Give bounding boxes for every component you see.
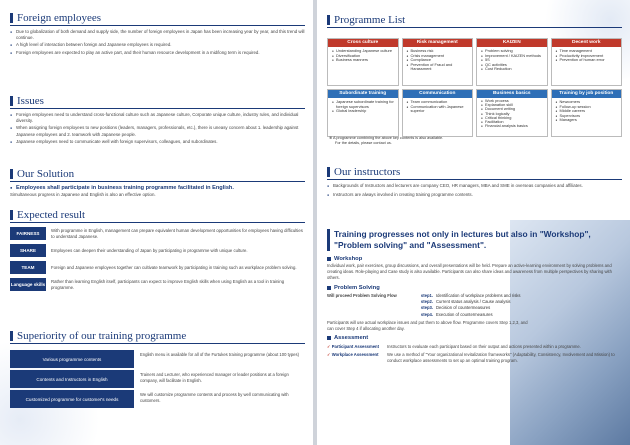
programme-note bbox=[329, 136, 443, 146]
programme-cell bbox=[476, 38, 548, 86]
superiority-label: Various programme contents bbox=[10, 350, 134, 368]
superiority-text: English menu is available for all of the Furtukes training programme (about 100 types) bbox=[140, 352, 299, 357]
cell-item: ● Global leadership bbox=[332, 109, 396, 114]
solution-sub: Simultaneous progress in Japanese and English is also an effective option. bbox=[10, 192, 156, 197]
section-heading: Programme List bbox=[327, 14, 622, 28]
check-icon: ✓ bbox=[327, 352, 331, 358]
cell-item: ● Supervisors bbox=[556, 114, 620, 119]
solution-section bbox=[10, 168, 305, 197]
section-heading: Foreign employees bbox=[10, 12, 305, 26]
cell-item: ● Work process bbox=[481, 99, 545, 103]
problem-steps bbox=[415, 293, 521, 318]
superiority-label: Customized programme for customer's needs bbox=[10, 390, 134, 408]
cell-item: ● Business risk bbox=[407, 49, 471, 54]
cell-head: Communication bbox=[403, 90, 473, 98]
superiority-row bbox=[10, 350, 305, 368]
cell-head: Cross culture bbox=[328, 39, 398, 47]
solution-main: ● Employees shall participate in business training programme facilitated in English. bbox=[10, 185, 305, 191]
cell-head: Business basics bbox=[477, 90, 547, 98]
cell-item: ● Follow-up session bbox=[556, 105, 620, 110]
cell-item: ● Cost Reduction bbox=[481, 67, 545, 72]
superiority-row bbox=[10, 370, 305, 388]
bullet: ● Due to globalization of both demand and supply side, the number of foreign employees in Japan has been increasing year by year, and this trend will continue. bbox=[10, 29, 305, 41]
expected-label: Language skills bbox=[10, 278, 46, 291]
note-line: ※ A programme combining the above key contents is also available. bbox=[329, 136, 444, 140]
expected-label: SHARE bbox=[10, 244, 46, 257]
cell-item: ● Document writing bbox=[481, 107, 545, 111]
cell-item: ● Understanding Japanese culture bbox=[332, 49, 396, 54]
step-row: step4. Execution of countermeasures bbox=[420, 311, 493, 317]
cell-item: ● Diversification bbox=[332, 54, 396, 59]
bullet: ● Foreign employees need to understand cross-functional culture such as Japanese culture, Corporate unique culture, industry rules, and individual diversity. bbox=[10, 112, 305, 124]
cell-head: Subordinate training bbox=[328, 90, 398, 98]
cell-item: ● Critical thinking bbox=[481, 116, 545, 120]
cell-item: ● Middle careers bbox=[556, 109, 620, 114]
progress-heading bbox=[327, 229, 622, 251]
bullet: ● Japanese employees need to communicate well with foreign supervisors, colleagues, and subordinates. bbox=[10, 139, 305, 145]
cell-item: ● Think logically bbox=[481, 112, 545, 116]
bullet: ● Backgrounds of Instructors and lecturers are company CEO, HR managers, MBA and SME in overseas companies and affiliates. bbox=[327, 183, 622, 189]
cell-item: ● Financial analysis basics bbox=[481, 124, 545, 128]
check-icon: ✓ bbox=[327, 343, 331, 349]
cell-item: ● Newcomers bbox=[556, 100, 620, 105]
expected-label: TEAM bbox=[10, 261, 46, 274]
cell-head: Training by job position bbox=[552, 90, 622, 98]
progress-title: Training progresses not only in lectures but also in "Workshop", "Problem solving" and "Assessment". bbox=[334, 229, 591, 250]
superiority-text: Trainers and Lecturer, who experienced manager or leader positions at a foreign company, will facilitate in English. bbox=[140, 372, 289, 383]
bullet: ● Instructors are always involved in creating training programme contents. bbox=[327, 192, 622, 198]
assessment-row bbox=[327, 344, 622, 350]
assessment-text: We use a method of "Your organizational revitalization frameworks" (Adaptability, Consistency, Involvement and Mission) to conduct workplace assessments to set up an optimal training program. bbox=[387, 352, 615, 363]
programme-cell bbox=[402, 38, 474, 86]
cell-item: ● Improvement / KAIZEN methods bbox=[481, 54, 545, 59]
programme-cell bbox=[551, 89, 623, 137]
left-page bbox=[0, 0, 313, 445]
cell-item: ● Prevention of Fraud and Harassment bbox=[407, 63, 471, 72]
issues-section bbox=[10, 95, 305, 145]
section-heading: Our Solution bbox=[10, 168, 305, 182]
expected-row bbox=[10, 244, 305, 257]
bullet: ● A high level of interaction between foreign and Japanese employees is required. bbox=[10, 42, 305, 48]
progress-section bbox=[327, 229, 622, 364]
cell-item: ● Productivity improvement bbox=[556, 54, 620, 59]
cell-item: ● Explanation skill bbox=[481, 103, 545, 107]
assessment-row bbox=[327, 352, 622, 363]
cell-item: ● QC activities bbox=[481, 63, 545, 68]
problem-tail: can cover Step 4 if allocating another day. bbox=[327, 325, 405, 331]
cell-item: ● 5S bbox=[481, 58, 545, 63]
foreign-section bbox=[10, 12, 305, 56]
cell-item: ● Time management bbox=[556, 49, 620, 54]
instructors-section bbox=[327, 166, 622, 198]
expected-text: With programme in English, management can prepare equivalent human development opportunities for employees having difficulties to understand Japanese. bbox=[51, 227, 303, 239]
right-page bbox=[317, 0, 630, 445]
expected-row bbox=[10, 227, 305, 240]
expected-text: Employees can deepen their understanding of Japan by participating in programme with unique culture. bbox=[51, 247, 248, 253]
section-heading: Expected result bbox=[10, 209, 305, 223]
cell-head: Risk management bbox=[403, 39, 473, 47]
assessment-label: ✓ Workplace Assessment bbox=[327, 352, 379, 358]
expected-text: Foreign and Japanese employees together can cultivate teamwork by participating in training such as workplace problem solving. bbox=[51, 264, 297, 270]
problem-tail: Participants will use actual workplace issues and put them to above flow. Programme covers Step 1,2,3, and bbox=[327, 319, 528, 325]
programme-cell bbox=[551, 38, 623, 86]
programme-grid bbox=[327, 38, 622, 137]
bullet: ● When assigning foreign employees to new positions (leaders, managers, professionals, etc.), there is uneasy concern about 1. leadership against Japanese employees and 2. teamwork with Japanese people. bbox=[10, 125, 305, 137]
cell-head: Decent work bbox=[552, 39, 622, 47]
cell-item: ● Crisis management bbox=[407, 54, 471, 59]
superiority-text: We will customize programme contents and process by well communicating with customers. bbox=[140, 392, 289, 403]
step-row: step2. Current status analysis / Cause analysis bbox=[420, 299, 511, 305]
step-row: step3. Decision of countermeasures bbox=[420, 305, 491, 311]
expected-text: Rather than learning English itself, participants can expect to improve English skills when using English as a tool in training programme. bbox=[51, 278, 285, 290]
section-heading: Superiority of our training programme bbox=[10, 330, 305, 344]
superiority-label: Contents and Instructors in English bbox=[10, 370, 134, 388]
expected-row bbox=[10, 261, 305, 274]
programme-section bbox=[327, 14, 622, 28]
cell-item: ● Facilitation bbox=[481, 120, 545, 124]
cell-item: ● Managers bbox=[556, 118, 620, 123]
programme-cell bbox=[327, 38, 399, 86]
note-line: For the details, please contact us. bbox=[335, 141, 392, 145]
assessment-text: Instructors to evaluate each participant based on their output and actions presented within a programme. bbox=[387, 343, 581, 349]
cell-item: ● Compliance bbox=[407, 58, 471, 63]
workshop-text: Individual work, pair exercises, group discussions, and overall presentations will be held. Prepare an active-learning environment by solving problems and creating ideas. Role-playing and Case study is also available. Participants can also share ideas and awareness from multiple perspectives by sharing with others. bbox=[327, 263, 612, 280]
workshop-heading: Workshop bbox=[327, 256, 622, 262]
expected-row bbox=[10, 278, 305, 291]
programme-cell bbox=[327, 89, 399, 137]
cell-item: ● Business manners bbox=[332, 58, 396, 63]
problem-lead: Will proceed Problem Solving Flow bbox=[327, 293, 397, 298]
cell-item: ● Japanese subordinate training for foreign supervisors bbox=[332, 100, 396, 109]
expected-section bbox=[10, 209, 305, 291]
section-heading: Our instructors bbox=[327, 166, 622, 180]
cell-item: ● Prevention of human error bbox=[556, 58, 620, 63]
superiority-section bbox=[10, 330, 305, 408]
step-row: step1. Identification of workplace problems and risks bbox=[420, 293, 521, 298]
cell-item: ● Problem solving bbox=[481, 49, 545, 54]
expected-label: FAIRNESS bbox=[10, 227, 46, 240]
cell-head: KAIZEN bbox=[477, 39, 547, 47]
programme-cell bbox=[402, 89, 474, 137]
cell-item: ● Communication with Japanese superior bbox=[407, 105, 471, 114]
bullet: ● Foreign employees are expected to play an active part, and their human resource development in a mid/long term is required. bbox=[10, 50, 305, 56]
problem-heading: Problem Solving bbox=[327, 285, 622, 291]
section-heading: Issues bbox=[10, 95, 305, 109]
assessment-heading: Assessment bbox=[327, 335, 622, 341]
superiority-row bbox=[10, 390, 305, 408]
cell-item: ● Team communication bbox=[407, 100, 471, 105]
problem-flow bbox=[327, 293, 622, 318]
programme-cell bbox=[476, 89, 548, 137]
assessment-label: ✓ Participant Assessment bbox=[327, 343, 380, 349]
